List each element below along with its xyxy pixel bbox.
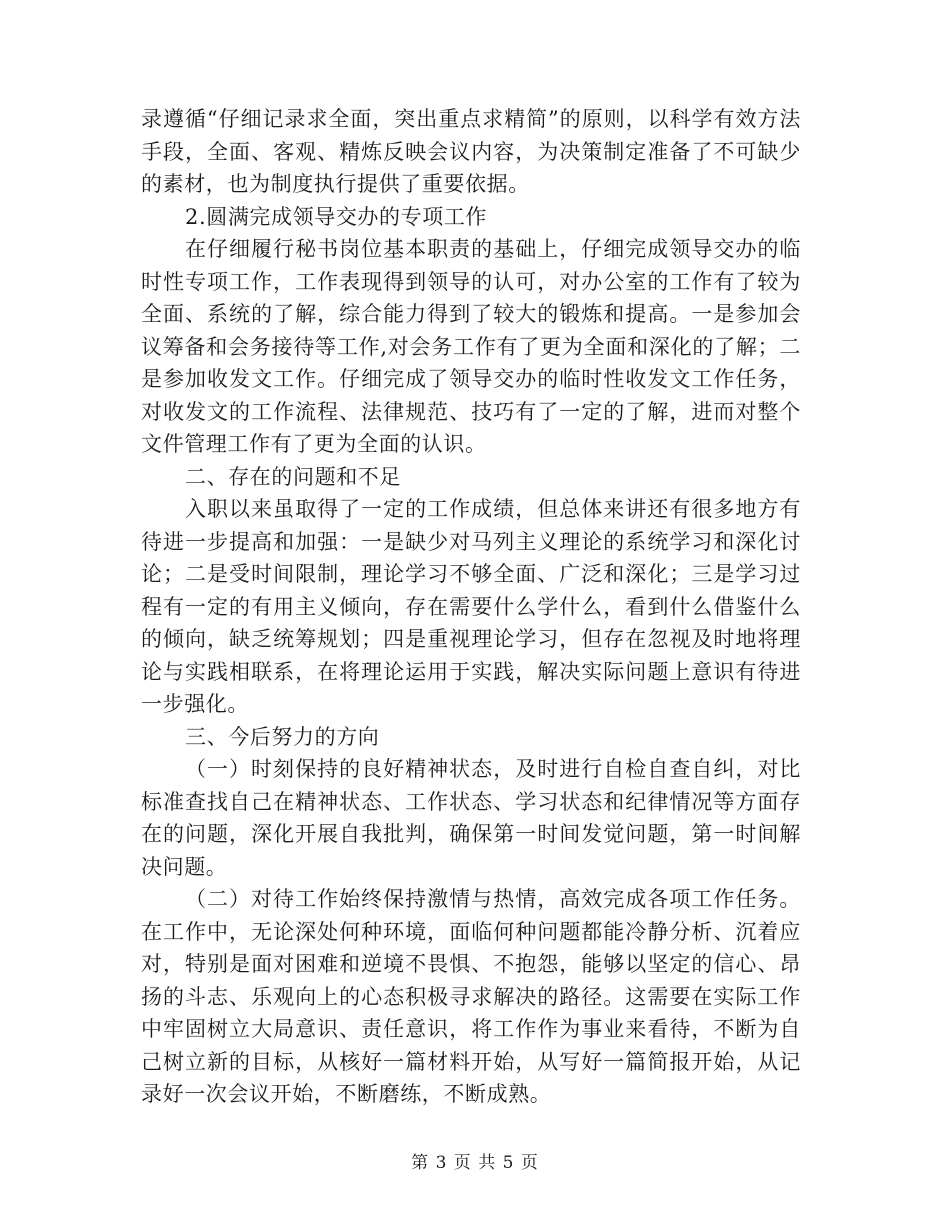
paragraph-problems: 入职以来虽取得了一定的工作成绩，但总体来讲还有很多地方有待进一步提高和加强：一是缺少对马列主义理论的系统学习和深化讨论；二是受时间限制，理论学习不够全面、广泛和深化；三是学习过程有一定的有用主义倾向，存在需要什么学什么，看到什么借鉴什么的倾向，缺乏统筹规划；四是重视理论学习，但存在忽视及时地将理论与实践相联系，在将理论运用于实践，解决实际问题上意识有待进一步强化。 xyxy=(141,497,801,716)
subheading-special-tasks: 2.圆满完成领导交办的专项工作 xyxy=(185,204,488,229)
paragraph-special-tasks: 在仔细履行秘书岗位基本职责的基础上，仔细完成领导交办的临时性专项工作，工作表现得到领导的认可，对办公室的工作有了较为全面、系统的了解，综合能力得到了较大的锻炼和提高。一是参加会议筹备和会务接待等工作,对会务工作有了更为全面和深化的了解；二是参加收发文工作。仔细完成了领导交办的临时性收发文工作任务，对收发文的工作流程、法律规范、技巧有了一定的了解，进而对整个文件管理工作有了更为全面的认识。 xyxy=(141,237,801,456)
paragraph-direction-2: （二）对待工作始终保持激情与热情，高效完成各项工作任务。在工作中，无论深处何种环境，面临何种问题都能冷静分析、沉着应对，特别是面对困难和逆境不畏惧、不抱怨，能够以坚定的信心、昂扬的斗志、乐观向上的心态积极寻求解决的路径。这需要在实际工作中牢固树立大局意识、责任意识，将工作作为事业来看待，不断为自己树立新的目标，从核好一篇材料开始，从写好一篇简报开始，从记录好一次会议开始，不断磨练，不断成熟。 xyxy=(141,887,801,1106)
document-body xyxy=(141,103,801,1111)
paragraph-continuation: 录遵循“仔细记录求全面，突出重点求精简”的原则，以科学有效方法手段，全面、客观、精炼反映会议内容，为决策制定准备了不可缺少的素材，也为制度执行提供了重要依据。 xyxy=(141,107,801,196)
page-number-footer: 第 3 页 共 5 页 xyxy=(411,1153,539,1173)
paragraph-direction-1: （一）时刻保持的良好精神状态，及时进行自检自查自纠，对比标准查找自己在精神状态、工作状态、学习状态和纪律情况等方面存在的问题，深化开展自我批判，确保第一时间发觉问题，第一时间解决问题。 xyxy=(141,757,801,879)
section-heading-direction: 三、今后努力的方向 xyxy=(185,724,380,749)
section-heading-problems: 二、存在的问题和不足 xyxy=(185,464,401,489)
